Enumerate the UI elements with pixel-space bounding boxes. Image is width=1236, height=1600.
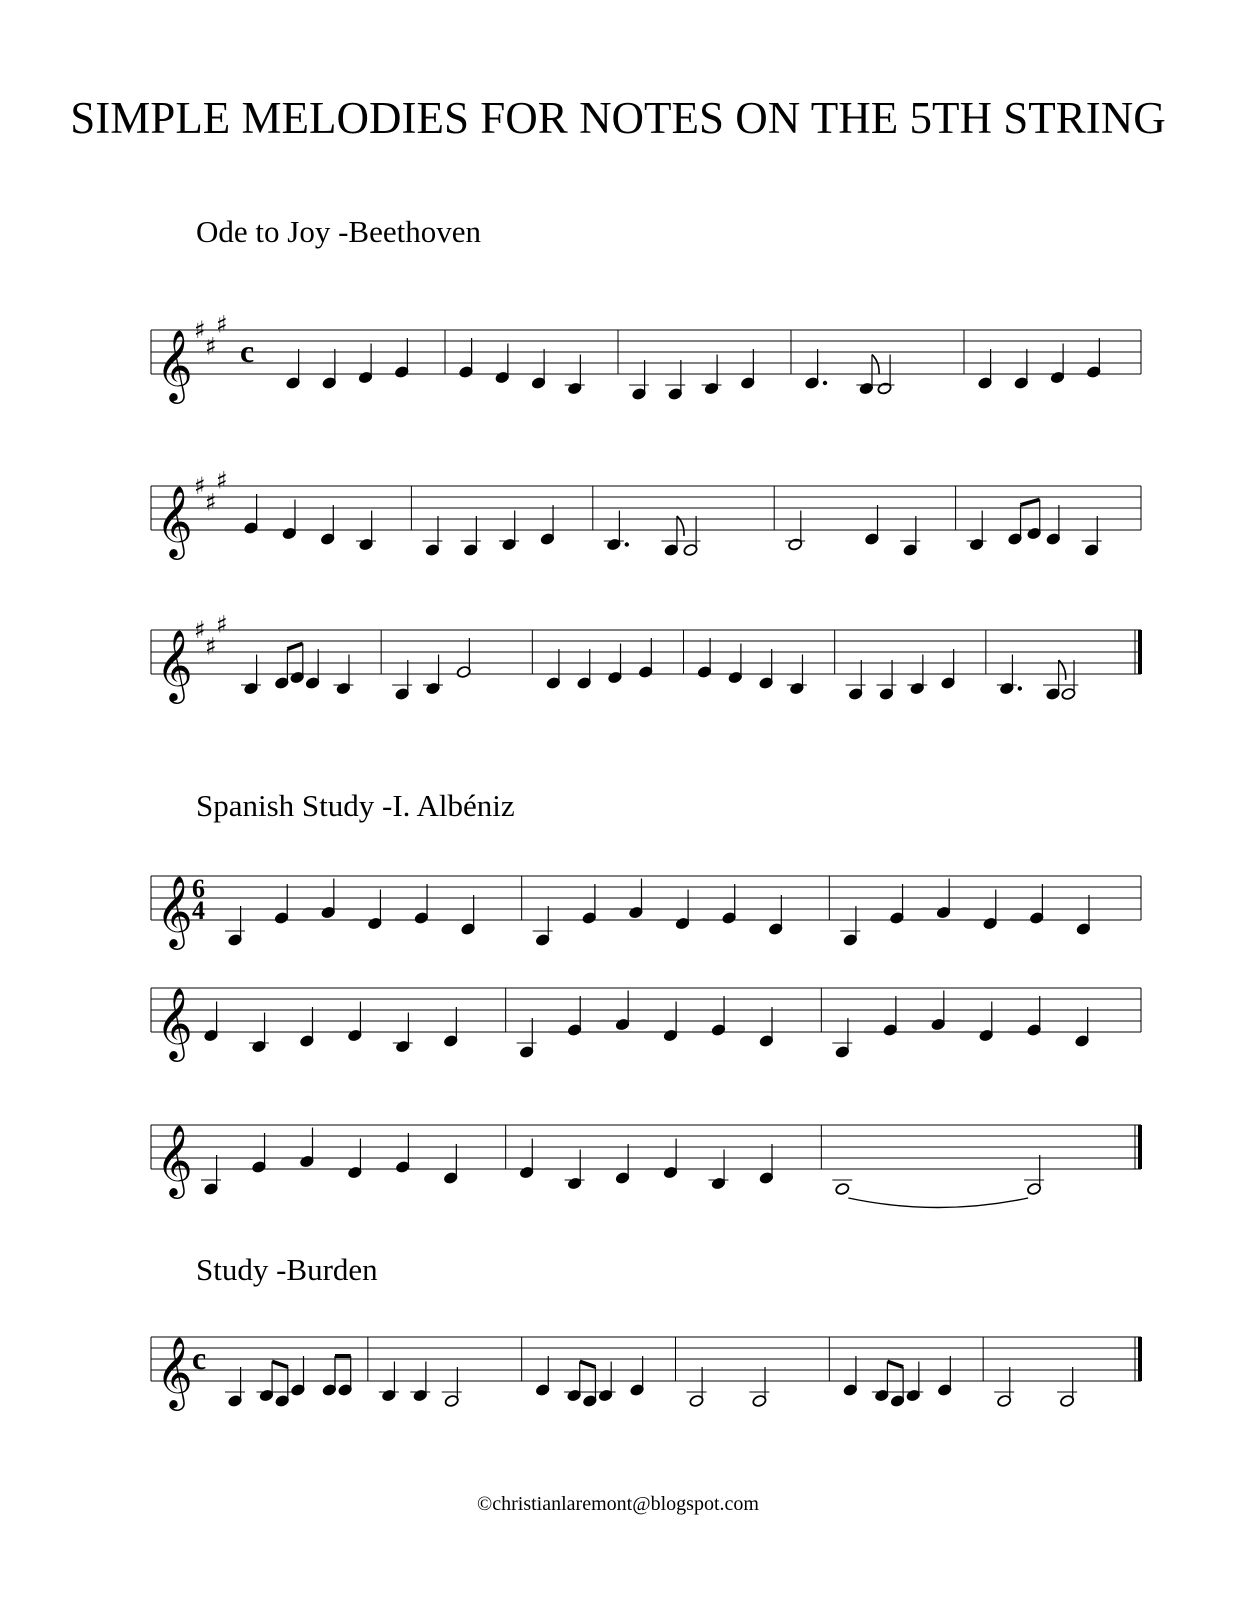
staff-system [151,467,1141,561]
key-signature-sharp-icon: ♯ [205,332,217,361]
common-time-signature: c [192,1340,207,1376]
eighth-beam [287,644,302,650]
piece-title-spanish-study: Spanish Study -I. Albéniz [196,788,515,823]
common-time-signature: c [240,333,255,369]
treble-clef-icon: 𝄞 [156,874,193,947]
key-signature-sharp-icon: ♯ [205,632,217,661]
note-head [835,1182,850,1195]
key-signature-sharp-icon: ♯ [216,610,228,639]
final-bar-thick-line [1138,1337,1142,1381]
augmentation-dot [1018,686,1022,690]
treble-clef-icon: 𝄞 [156,1335,193,1408]
copyright-footer: ©christianlaremont@blogspot.com [477,1493,759,1515]
time-signature-numerator: 6 [192,874,205,903]
staff-system [151,311,1141,405]
key-signature-sharp-icon: ♯ [194,616,206,644]
final-bar-thick-line [1138,630,1142,674]
treble-clef-icon: 𝄞 [156,484,193,557]
treble-clef-icon: 𝄞 [156,628,193,701]
eighth-beam [580,1362,596,1368]
staff-system [151,874,1141,950]
augmentation-dot [823,381,827,385]
treble-clef-icon: 𝄞 [156,328,193,401]
eighth-beam [1021,500,1040,506]
piece-title-ode-to-joy: Ode to Joy -Beethoven [196,214,481,249]
augmentation-dot [625,542,629,546]
piece-title-study-burden: Study -Burden [196,1252,378,1287]
treble-clef-icon: 𝄞 [156,1123,193,1196]
staff-system [151,611,1142,705]
key-signature-sharp-icon: ♯ [216,310,228,339]
page-title: SIMPLE MELODIES FOR NOTES ON THE 5TH STRING [70,93,1166,143]
key-signature-sharp-icon: ♯ [205,488,217,517]
time-signature-denominator: 4 [192,896,205,925]
staff-system [151,1335,1142,1411]
eighth-beam [272,1362,288,1368]
key-signature-sharp-icon: ♯ [216,466,228,495]
eighth-flag [872,355,879,375]
staff-system [151,1123,1142,1208]
eighth-beam [887,1362,903,1368]
staff-system [151,986,1141,1062]
key-signature-sharp-icon: ♯ [194,472,206,500]
key-signature-sharp-icon: ♯ [194,316,206,344]
tie-curve [848,1198,1028,1208]
final-bar-thick-line [1138,1125,1142,1169]
treble-clef-icon: 𝄞 [156,986,193,1059]
